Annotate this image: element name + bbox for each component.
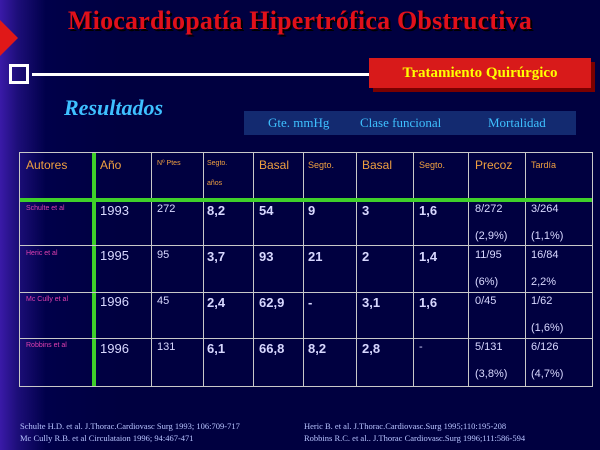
col-header-precoz: Precoz — [475, 158, 513, 172]
row-npts: 95 — [157, 249, 170, 261]
header-divider — [20, 198, 592, 202]
row-year: 1996 — [100, 341, 129, 356]
group-header-functional-class: Clase funcional — [360, 115, 442, 130]
col-divider — [303, 153, 304, 386]
row-year: 1995 — [100, 248, 129, 263]
row-author: Schulte et al — [26, 205, 65, 212]
results-heading: Resultados — [64, 95, 164, 120]
row-tardia-pct: (1,1%) — [531, 230, 564, 242]
row-precoz-pct: (6%) — [475, 276, 499, 288]
row-author: Mc Cully et al — [26, 296, 69, 303]
row-segto-class: 1,4 — [419, 249, 438, 264]
row-basal-gradient: 62,9 — [259, 295, 285, 310]
row-divider — [20, 338, 592, 339]
row-tardia-pct: (4,7%) — [531, 368, 564, 380]
col-divider — [253, 153, 254, 386]
row-precoz: 11/95 — [475, 249, 502, 261]
col-header-autores: Autores — [26, 158, 68, 172]
col-divider-year — [92, 153, 96, 386]
group-header-gradient: Gte. mmHg — [268, 115, 330, 130]
col-divider — [525, 153, 526, 386]
col-divider — [413, 153, 414, 386]
divider-line — [32, 73, 372, 76]
section-banner — [369, 58, 591, 88]
banner-label: Tratamiento Quirúrgico — [369, 58, 591, 88]
col-header-basal-gradient: Basal — [259, 158, 290, 172]
col-header-segto-gradient: Segto. — [308, 160, 335, 170]
row-basal-gradient: 93 — [259, 249, 274, 264]
group-header-mortality: Mortalidad — [488, 115, 546, 130]
row-year: 1993 — [100, 203, 129, 218]
row-segto-class: 1,6 — [419, 203, 438, 218]
row-author: Robbins et al — [26, 342, 67, 349]
row-year: 1996 — [100, 294, 129, 309]
row-segto: 3,7 — [207, 249, 226, 264]
row-segto-class: 1,6 — [419, 295, 438, 310]
row-tardia: 1/62 — [531, 295, 553, 307]
row-precoz: 5/131 — [475, 341, 503, 353]
row-npts: 131 — [157, 341, 176, 353]
row-segto: 8,2 — [207, 203, 226, 218]
row-basal-class: 3 — [362, 203, 370, 218]
col-divider — [356, 153, 357, 386]
row-segto-gradient: - — [308, 295, 313, 310]
row-segto-gradient: 8,2 — [308, 341, 327, 356]
row-precoz-pct: (2,9%) — [475, 230, 508, 242]
col-header-years: años — [207, 180, 223, 187]
row-npts: 272 — [157, 203, 176, 215]
col-header-basal-class: Basal — [362, 158, 393, 172]
col-header-anio: Año — [100, 158, 122, 172]
row-divider — [20, 292, 592, 293]
square-bullet-icon — [9, 64, 29, 84]
slide-title: Miocardiopatía Hipertrófica Obstructiva — [67, 6, 533, 35]
reference-schulte: Schulte H.D. et al. J.Thorac.Cardiovasc Surg 1993; 106:709-717 — [20, 421, 240, 431]
row-segto-gradient: 9 — [308, 203, 316, 218]
results-table — [19, 152, 593, 387]
row-tardia-pct: (1,6%) — [531, 322, 564, 334]
row-basal-gradient: 54 — [259, 203, 274, 218]
row-tardia: 6/126 — [531, 341, 559, 353]
row-precoz: 0/45 — [475, 295, 497, 307]
row-npts: 45 — [157, 295, 170, 307]
row-divider — [20, 245, 592, 246]
row-tardia: 3/264 — [531, 203, 559, 215]
row-segto: 6,1 — [207, 341, 226, 356]
references-left — [20, 420, 240, 444]
reference-robbins: Robbins R.C. et al.. J.Thorac Cardiovasc.Surg 1996;111:586-594 — [304, 433, 526, 443]
references-right — [304, 420, 525, 444]
col-header-segto-years: Segto. — [207, 160, 228, 167]
col-divider — [203, 153, 204, 386]
col-header-tardia: Tardía — [531, 160, 557, 170]
row-segto-gradient: 21 — [308, 249, 323, 264]
row-segto-class: - — [419, 341, 423, 353]
row-tardia: 16/84 — [531, 249, 559, 261]
row-tardia-pct: 2,2% — [531, 276, 557, 288]
col-divider — [151, 153, 152, 386]
col-header-npts: Nº Ptes — [157, 160, 181, 167]
row-author: Heric et al — [26, 250, 58, 257]
row-segto: 2,4 — [207, 295, 226, 310]
row-basal-class: 2 — [362, 249, 370, 264]
row-basal-class: 3,1 — [362, 295, 381, 310]
row-precoz: 8/272 — [475, 203, 503, 215]
col-header-segto-class: Segto. — [419, 160, 446, 170]
group-header-bar — [244, 111, 576, 135]
col-divider — [468, 153, 469, 386]
reference-mccully: Mc Cully R.B. et al Circulataion 1996; 94:467-471 — [20, 433, 194, 443]
reference-heric: Heric B. et al. J.Thorac.Cardiovasc.Surg 1995;110:195-208 — [304, 421, 507, 431]
row-precoz-pct: (3,8%) — [475, 368, 508, 380]
row-basal-class: 2,8 — [362, 341, 381, 356]
row-basal-gradient: 66,8 — [259, 341, 285, 356]
